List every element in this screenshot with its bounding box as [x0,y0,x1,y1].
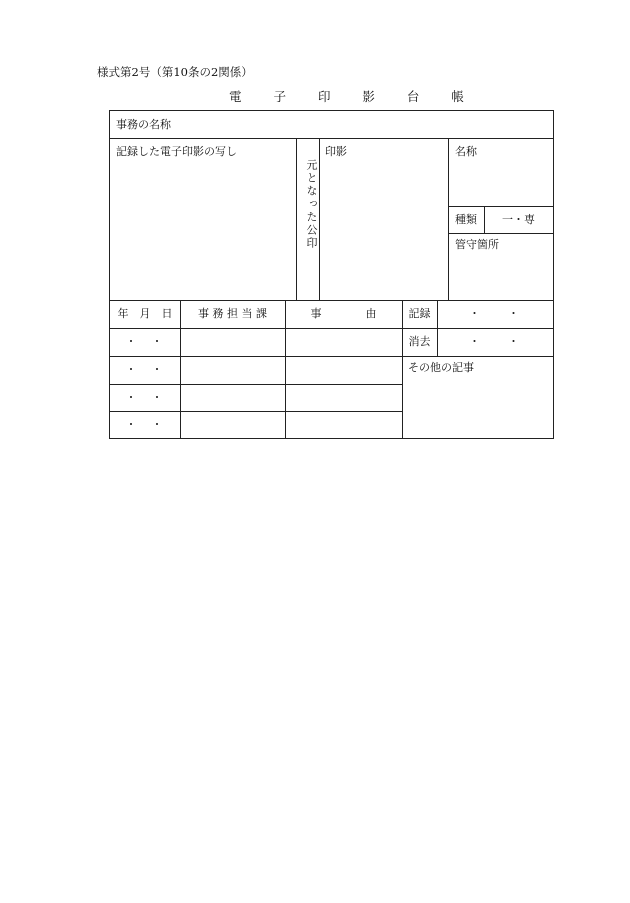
history-row-staff [180,356,285,384]
history-row-date: ・ ・ [125,390,165,404]
history-row-date: ・ ・ [125,417,165,431]
recorded-impression-label: 記録した電子印影の写し [116,145,237,158]
other-notes-label: その他の記事 [408,361,474,374]
history-row-reason [285,411,402,438]
record-date: ・ ・ [469,307,521,321]
history-row-reason [285,328,402,356]
office-name-label: 事務の名称 [116,118,171,131]
type-label: 種類 [455,212,477,226]
date-column-header: 年 月 日 [117,307,173,321]
history-row-staff [180,411,285,438]
history-row-staff [180,328,285,356]
history-row-date: ・ ・ [125,335,165,349]
type-value: 一・専 [502,212,535,226]
erase-label: 消去 [408,335,431,349]
impression-label: 印影 [325,145,347,158]
custodian-label: 管守箇所 [455,238,499,251]
history-row-reason [285,356,402,384]
reason-column-header: 事 由 [310,307,377,321]
history-row-date: ・ ・ [125,363,165,377]
electronic-seal-register-table [109,110,554,439]
name-label: 名称 [455,145,477,158]
form-number-label: 様式第2号（第10条の2関係） [97,65,253,79]
history-row-reason [285,384,402,411]
erase-date: ・ ・ [469,335,521,349]
history-row-staff [180,384,285,411]
record-label: 記録 [408,307,431,321]
staff-column-header: 事 務 担 当 課 [198,307,267,321]
document-title: 電 子 印 影 台 帳 [229,89,478,104]
original-seal-label: 元となった公印 [305,159,318,250]
